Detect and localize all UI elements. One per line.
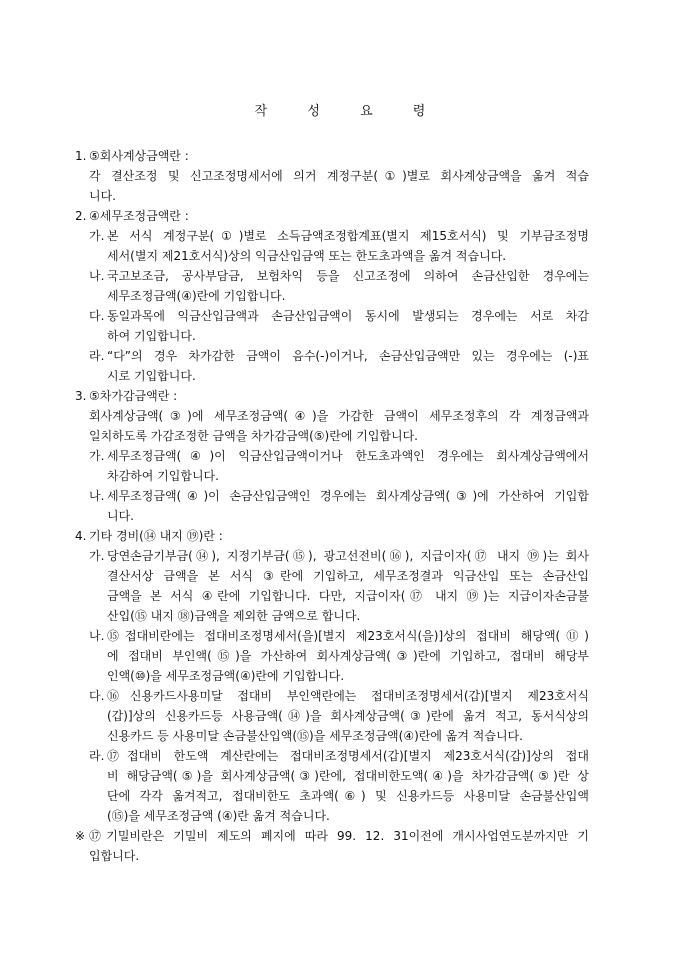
text-line <box>0 646 680 666</box>
subitem-text: 시로 기입합니다. <box>107 369 196 383</box>
text-line <box>0 566 680 586</box>
text-line <box>0 506 680 526</box>
text-line <box>0 386 680 406</box>
note-text: ⑰기밀비란은 기밀비 제도의 폐지에 따라 99. 12. 31이전에 개시사업연도분까지만 기 <box>89 829 589 843</box>
text-line <box>0 746 680 766</box>
item-number: 3. <box>75 389 87 403</box>
item-body: 각 결산조정 및 신고조정명세서에 의거 계정구분(①)별로 회사계상금액을 옮겨 적습 <box>89 169 589 183</box>
text-line <box>0 186 680 206</box>
subitem-marker: 다. <box>89 689 105 703</box>
text-line <box>0 306 680 326</box>
text-line <box>0 766 680 786</box>
subitem-text: (⑮)을 세무조정금액 (④)란 옮겨 적습니다. <box>107 809 330 823</box>
subitem-marker: 라. <box>89 749 105 763</box>
text-line <box>0 266 680 286</box>
item-heading: ⑤차가감금액란 : <box>89 389 178 403</box>
subitem-text: 하여 기입합니다. <box>107 329 196 343</box>
text-line <box>0 446 680 466</box>
subitem-text: 산입(⑮ 내지 ⑱)금액을 제외한 금액으로 합니다. <box>107 609 361 623</box>
subitem-text: 차감하여 기입합니다. <box>107 469 219 483</box>
subitem-text: 국고보조금, 공사부담금, 보험차익 등을 신고조정에 의하여 손금산입한 경우에는 <box>107 269 589 283</box>
subitem-marker: 가. <box>89 449 105 463</box>
subitem-text: ⑮접대비란에는 접대비조정명세서(을)[별지 제23호서식(을)]상의 접대비 해당액(⑪) <box>107 629 589 643</box>
subitem-text: 인액(⑩)을 세무조정금액(④)란에 기입합니다. <box>107 669 345 683</box>
text-line <box>0 486 680 506</box>
text-line <box>0 346 680 366</box>
subitem-marker: 나. <box>89 629 105 643</box>
item-heading: ⑤회사계상금액란 : <box>89 149 189 163</box>
subitem-marker: 라. <box>89 349 105 363</box>
text-line <box>0 366 680 386</box>
text-line <box>0 426 680 446</box>
subitem-text: 금액을 본 서식 ④란에 기입합니다. 다만, 지급이자(⑰ 내지 ⑲)는 지급이자손금불 <box>107 589 589 603</box>
text-line <box>0 846 680 866</box>
text-line <box>0 206 680 226</box>
text-line <box>0 786 680 806</box>
text-line <box>0 406 680 426</box>
text-line <box>0 606 680 626</box>
subitem-text: 단에 각각 옮겨적고, 접대비한도 초과액(⑥) 및 신용카드등 사용미달 손금불산입액 <box>107 789 589 803</box>
subitem-text: 세무조정금액(④)이 익금산입금액이거나 한도초과액인 경우에는 회사계상금액에서 <box>107 449 589 463</box>
title-char: 작 <box>254 104 268 119</box>
text-line <box>0 166 680 186</box>
subitem-text: 동일과목에 익금산입금액과 손금산입금액이 동시에 발생되는 경우에는 서로 차감 <box>107 309 589 323</box>
subitem-text: 비 해당금액(⑤)을 회사계상금액(③)란에, 접대비한도액(④)을 차가감금액(⑤)란 상 <box>107 769 589 783</box>
text-line <box>0 326 680 346</box>
item-body: 입합니다. <box>89 849 140 863</box>
subitem-text: 당연손금기부금(⑭), 지정기부금(⑮), 광고선전비(⑯), 지급이자(⑰ 내지 ⑲)는 회사 <box>107 549 589 563</box>
item-number: 4. <box>75 529 87 543</box>
text-line <box>0 666 680 686</box>
text-line <box>0 246 680 266</box>
subitem-text: 본 서식 계정구분(①)별로 소득금액조정합계표(별지 제15호서식) 및 기부금조정명 <box>107 229 589 243</box>
item-number: 2. <box>75 209 87 223</box>
subitem-text: 결산서상 금액을 본 서식 ③란에 기입하고, 세무조정결과 익금산입 또는 손금산입 <box>107 569 589 583</box>
subitem-text: 세서(별지 제21호서식)상의 익금산입금액 또는 한도초과액을 옮겨 적습니다. <box>107 249 507 263</box>
item-heading: ④세무조정금액란 : <box>89 209 189 223</box>
subitem-text: (갑)]상의 신용카드등 사용금액(⑭)을 회사계상금액(③)란에 옮겨 적고, 동서식상의 <box>107 709 589 723</box>
note-mark: ※ <box>75 829 86 843</box>
subitem-text: 에 접대비 부인액(⑮)을 가산하여 회사계상금액(③)란에 기입하고, 접대비 해당부 <box>107 649 589 663</box>
subitem-text: ⑰접대비 한도액 계산란에는 접대비조정명세서(갑)[별지 제23호서식(갑)]상의 접대 <box>107 749 589 763</box>
text-line <box>0 286 680 306</box>
item-number: 1. <box>75 149 87 163</box>
subitem-marker: 나. <box>89 269 105 283</box>
text-line <box>0 726 680 746</box>
text-line <box>0 526 680 546</box>
text-line <box>0 586 680 606</box>
subitem-text: 세무조정금액(④)란에 기입합니다. <box>107 289 286 303</box>
text-line <box>0 466 680 486</box>
instructions-body <box>0 146 680 866</box>
text-line <box>0 806 680 826</box>
item-heading: 기타 경비(⑭ 내지 ⑲)란 : <box>89 529 223 543</box>
text-line <box>0 226 680 246</box>
text-line <box>0 146 680 166</box>
subitem-text: “다”의 경우 차가감한 금액이 음수(-)이거나, 손금산입금액만 있는 경우에는 (-)표 <box>107 349 589 363</box>
subitem-text: 신용카드 등 사용미달 손금불산입액(⑮)을 세무조정금액(④)란에 옮겨 적습니다. <box>107 729 523 743</box>
text-line <box>0 826 680 846</box>
item-body: 니다. <box>89 189 116 203</box>
subitem-marker: 가. <box>89 549 105 563</box>
item-body: 회사계상금액(③)에 세무조정금액(④)을 가감한 금액이 세무조정후의 각 계정금액과 <box>89 409 589 423</box>
item-body: 일치하도록 가감조정한 금액을 차가감금액(⑤)란에 기입합니다. <box>89 429 418 443</box>
subitem-text: 세무조정금액(④)이 손금산입금액인 경우에는 회사계상금액(③)에 가산하여 기입합 <box>107 489 589 503</box>
subitem-marker: 나. <box>89 489 105 503</box>
title-char: 요 <box>360 104 373 119</box>
subitem-marker: 다. <box>89 309 105 323</box>
title-char: 성 <box>307 104 320 119</box>
text-line <box>0 706 680 726</box>
subitem-text: 니다. <box>107 509 134 523</box>
text-line <box>0 626 680 646</box>
page-title <box>0 100 680 119</box>
text-line <box>0 686 680 706</box>
text-line <box>0 546 680 566</box>
subitem-marker: 가. <box>89 229 105 243</box>
title-char: 령 <box>412 104 426 119</box>
subitem-text: ⑯신용카드사용미달 접대비 부인액란에는 접대비조정명세서(갑)[별지 제23호서식 <box>107 689 589 703</box>
